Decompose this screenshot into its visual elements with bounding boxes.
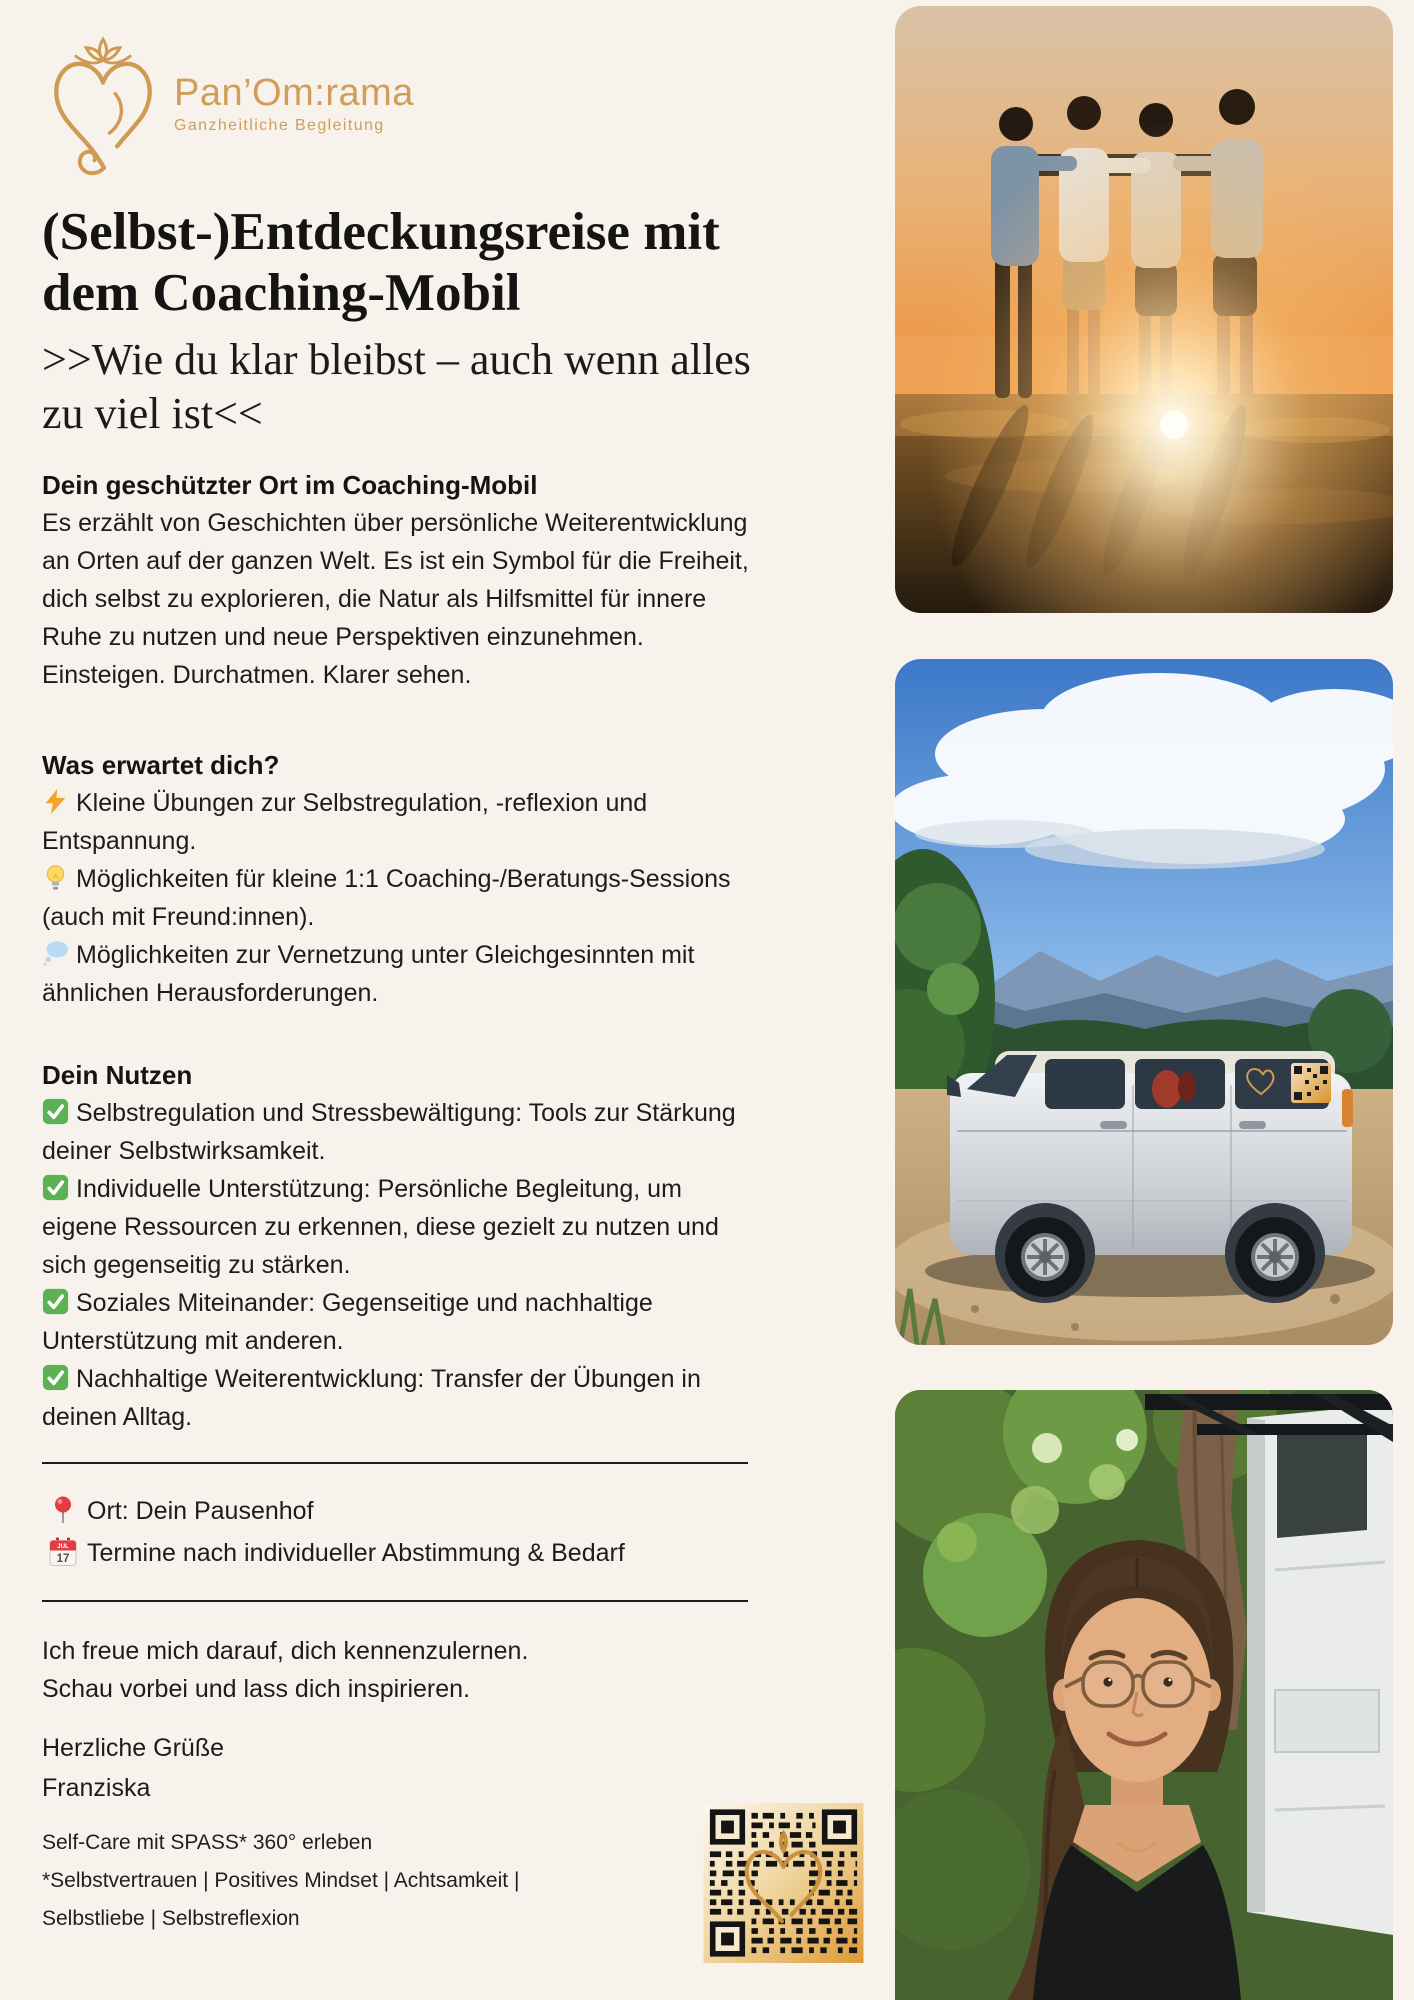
lightbulb-icon	[42, 864, 69, 891]
footer-claim	[42, 1824, 604, 1938]
page-subtitle: >>Wie du klar bleibst – auch wenn alles zu viel ist<<	[42, 334, 751, 438]
location-line: Ort: Dein Pausenhof	[48, 1490, 842, 1532]
check-icon	[42, 1174, 69, 1201]
qr-code	[702, 1803, 865, 1963]
list-item: Individuelle Unterstützung: Persönliche Begleitung, um eigene Ressourcen zu erkennen, diese gezielt zu nutzen und sich gegenseitig zu stärken.	[42, 1175, 719, 1280]
footer-line: *Selbstvertrauen | Positives Mindset | Achtsamkeit | Selbstliebe | Selbstreflexion	[42, 1869, 520, 1931]
check-icon	[42, 1288, 69, 1315]
list-item: Kleine Übungen zur Selbstregulation, -reflexion und Entspannung.	[42, 789, 648, 856]
brand-name: Pan’Om:rama	[174, 71, 414, 114]
intro-paragraph: Es erzählt von Geschichten über persönliche Weiterentwicklung an Orten auf der ganzen Welt. Es ist ein Symbol für die Freiheit, dich selbst zu explorieren, die Natur als Hilfsmittel für innere Ruhe zu nutzen und neue Perspektiven einzunehmen. Einsteigen. Durchatmen. Klarer sehen.	[42, 509, 749, 690]
divider	[42, 1600, 748, 1602]
brand-text-block	[174, 73, 414, 136]
expectations-heading: Was erwartet dich?	[42, 750, 280, 781]
benefits-heading: Dein Nutzen	[42, 1060, 193, 1091]
calendar-icon	[48, 1537, 78, 1567]
closing-line: Schau vorbei und lass dich inspirieren.	[42, 1675, 471, 1704]
photo-sunset-group	[895, 6, 1393, 613]
lightning-icon	[42, 788, 69, 815]
page-title: (Selbst-)Entdeckungsreise mit dem Coaching-Mobil	[42, 203, 720, 323]
intro-heading: Dein geschützter Ort im Coaching-Mobil	[42, 470, 538, 501]
photo-coaching-van	[895, 659, 1393, 1345]
content-column	[42, 0, 842, 1938]
thought-bubble-icon	[42, 940, 69, 967]
list-item: Möglichkeiten für kleine 1:1 Coaching-/Beratungs-Sessions (auch mit Freund:innen).	[42, 865, 731, 932]
list-item: Selbstregulation und Stressbewältigung: Tools zur Stärkung deiner Selbstwirksamkeit.	[42, 1099, 736, 1166]
signature-name: Franziska	[42, 1774, 151, 1803]
closing-line: Ich freue mich darauf, dich kennenzulernen.	[42, 1637, 529, 1666]
list-item: Nachhaltige Weiterentwicklung: Transfer der Übungen in deinen Alltag.	[42, 1365, 701, 1432]
closing-block	[42, 1632, 842, 1708]
list-item: Möglichkeiten zur Vernetzung unter Gleichgesinnten mit ähnlichen Herausforderungen.	[42, 941, 695, 1008]
svg-text:JUL: JUL	[57, 1543, 69, 1551]
divider	[42, 1462, 748, 1464]
check-icon	[42, 1098, 69, 1125]
heart-lotus-logo-icon	[42, 30, 164, 178]
pin-icon	[48, 1495, 78, 1525]
brand-logo	[42, 30, 842, 178]
list-item: Soziales Miteinander: Gegenseitige und nachhaltige Unterstützung mit anderen.	[42, 1289, 653, 1356]
check-icon	[42, 1364, 69, 1391]
svg-text:17: 17	[56, 1553, 70, 1566]
event-details	[42, 1490, 842, 1574]
brand-tagline: Ganzheitliche Begleitung	[174, 117, 385, 135]
footer-line: Self-Care mit SPASS* 360° erleben	[42, 1831, 373, 1855]
signature-block	[42, 1728, 842, 1808]
greeting-text: Herzliche Grüße	[42, 1734, 224, 1763]
photo-franziska-portrait	[895, 1390, 1393, 2000]
schedule-line: JUL 17 Termine nach individueller Abstimmung & Bedarf	[48, 1532, 842, 1574]
